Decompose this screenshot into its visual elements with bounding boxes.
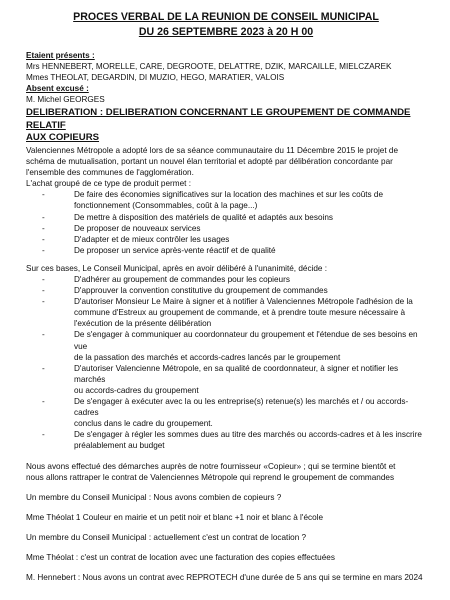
dash-bullet: - bbox=[42, 363, 45, 373]
dash-bullet: - bbox=[42, 234, 45, 244]
presents-men: Mrs HENNEBERT, MORELLE, CARE, DEGROOTE, DELATTRE, DZIK, MARCAILLE, MIELCZAREK bbox=[26, 62, 392, 72]
presents-women: Mmes THEOLAT, DEGARDIN, DI MUZIO, HEGO, MARATIER, VALOIS bbox=[26, 73, 285, 83]
dash-bullet: - bbox=[42, 330, 45, 340]
dash-bullet: - bbox=[42, 286, 45, 296]
intro-line: Valenciennes Métropole a adopté lors de sa séance communautaire du 11 Décembre 2015 le projet de bbox=[26, 145, 399, 155]
list-item: - De s'engager à régler les sommes dues au titre des marchés ou accords-cadres et à les inscrire préalablement au budget bbox=[42, 430, 422, 451]
dialogue-line: Un membre du Conseil Municipal : actuellement c'est un contrat de location ? bbox=[26, 532, 307, 542]
intro-line: schéma de mutualisation, portant un nouvel élan territorial et adopté par délibération concordante par bbox=[26, 157, 393, 167]
list-item: - D'autoriser Valencienne Métropole, en sa qualité de coordonnateur, à signer et notifier les marchés ou accords-cadres du groupement bbox=[42, 363, 399, 395]
list-item: - D'adhérer au groupement de commandes pour les copieurs bbox=[42, 275, 290, 284]
absent-member: M. Michel GEORGES bbox=[26, 95, 105, 105]
decision-intro: Sur ces bases, Le Conseil Municipal, après en avoir délibéré à l'unanimité, décide : bbox=[26, 263, 328, 273]
decisions-list bbox=[26, 274, 426, 452]
benefits-list bbox=[26, 189, 426, 256]
dialogue-line: Mme Théolat 1 Couleur en mairie et un petit noir et blanc +1 noir et blanc à l'école bbox=[26, 512, 324, 522]
deliberation-title bbox=[26, 107, 426, 145]
list-item: - De faire des économies significatives sur la location des machines et sur les coûts de fonctionnement (Consommables, coût à la page...) bbox=[42, 190, 384, 211]
absent-heading bbox=[26, 83, 426, 94]
document-date: DU 26 SEPTEMBRE 2023 à 20 H 00 bbox=[138, 26, 314, 38]
list-item: - De s'engager à communiquer au coordonnateur du groupement et l'étendue de ses besoins en vue de la passation des marchés et accords-cadres lancés par le groupement bbox=[42, 330, 418, 362]
deliberation-title-line2: AUX COPIEURS bbox=[26, 132, 100, 144]
dash-bullet: - bbox=[42, 223, 45, 233]
dialogue-line: M. Hennebert : Nous avons un contrat avec REPROTECH d'une durée de 5 ans qui se termine en mars 2024 bbox=[26, 573, 423, 583]
list-item: - D'approuver la convention constitutive du groupement de commandes bbox=[42, 286, 328, 296]
list-item: - De mettre à disposition des matériels de qualité et adaptés aux besoins bbox=[42, 212, 333, 222]
intro-line: L'achat groupé de ce type de produit permet : bbox=[26, 179, 191, 189]
dialogue-line: Un membre du Conseil Municipal : Nous avons combien de copieurs ? bbox=[26, 492, 282, 502]
dash-bullet: - bbox=[42, 397, 45, 407]
dash-bullet: - bbox=[42, 245, 45, 255]
intro-line: l'ensemble des communes de l'agglomération. bbox=[26, 168, 194, 178]
list-item: - De s'engager à exécuter avec la ou les entreprise(s) retenue(s) les marchés et / ou accords-cadres conclus dans le cadre du groupement. bbox=[42, 397, 409, 429]
conclusion-line: Nous avons effectué des démarches auprès de notre fournisseur «Copieur» ; qui se termine bientôt et bbox=[26, 461, 396, 471]
dash-bullet: - bbox=[42, 275, 45, 284]
dialogue-line: Mme Théolat : c'est un contrat de location avec une facturation des copies effectuées bbox=[26, 552, 335, 562]
dash-bullet: - bbox=[42, 212, 45, 222]
list-item: - De proposer de nouveaux services bbox=[42, 223, 201, 233]
document-title: PROCES VERBAL DE LA REUNION DE CONSEIL MUNICIPAL bbox=[73, 11, 379, 23]
absent-label: Absent excusé : bbox=[26, 84, 89, 94]
list-item: - D'adapter et de mieux contrôler les usages bbox=[42, 234, 230, 244]
dash-bullet: - bbox=[42, 297, 45, 307]
list-item: - De proposer un service après-vente réactif et de qualité bbox=[42, 245, 276, 255]
conclusion-line: nous allons rattraper le contrat de Valenciennes Métropole qui reprend le groupement de commandes bbox=[26, 472, 395, 482]
dash-bullet: - bbox=[42, 190, 45, 200]
deliberation-title-line1: DELIBERATION : DELIBERATION CONCERNANT LE GROUPEMENT DE COMMANDE RELATIF bbox=[26, 107, 411, 131]
presents-label: Etaient présents : bbox=[26, 51, 95, 60]
presents-heading bbox=[26, 50, 426, 61]
list-item: - D'autoriser Monsieur Le Maire à signer et à notifier à Valenciennes Métropole l'adhésion de la commune d'Estreux au groupement de commande, et à prendre toute mesure nécessaire à l'exécution de la présente délibération bbox=[42, 297, 413, 329]
dash-bullet: - bbox=[42, 430, 45, 440]
